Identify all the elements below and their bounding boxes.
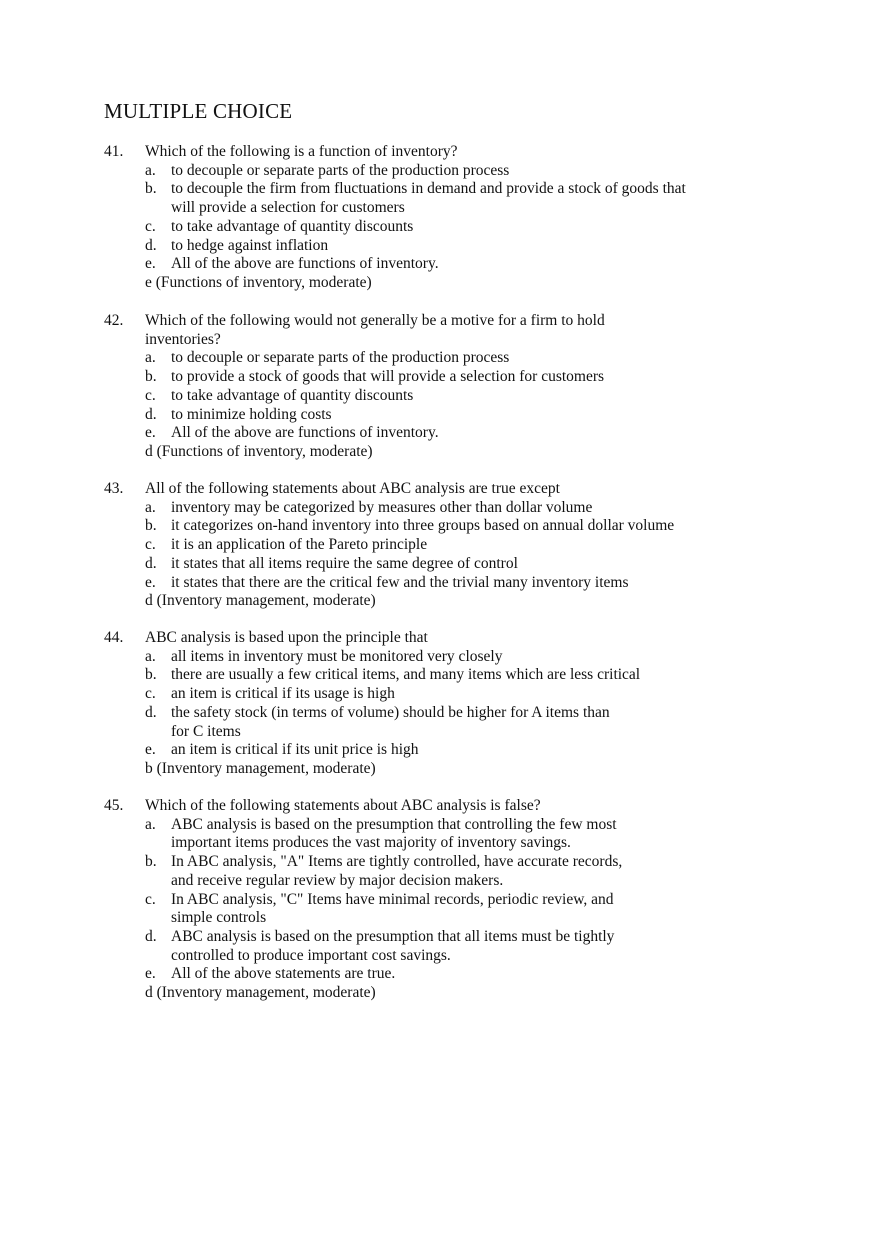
option-letter: b.: [145, 180, 157, 198]
option-list: [104, 648, 704, 760]
option-letter: e.: [145, 255, 156, 273]
option-list: [104, 162, 704, 274]
option-text: to take advantage of quantity discounts: [171, 217, 414, 235]
option-b: [145, 853, 624, 890]
question-number: 42.: [104, 312, 124, 329]
option-text: the safety stock (in terms of volume) should be higher for A items than for C items: [171, 703, 610, 740]
option-b: [145, 517, 704, 536]
option-text: an item is critical if its usage is high: [171, 685, 395, 703]
answer-key: e (Functions of inventory, moderate): [145, 273, 372, 291]
option-letter: e.: [145, 965, 156, 983]
option-text: All of the above statements are true.: [171, 965, 396, 983]
option-text: to decouple or separate parts of the production process: [171, 349, 510, 367]
option-letter: d.: [145, 703, 157, 721]
option-e: [145, 255, 704, 274]
option-letter: a.: [145, 815, 156, 833]
option-text: an item is critical if its unit price is high: [171, 741, 419, 759]
option-letter: b.: [145, 517, 157, 535]
option-c: [145, 387, 704, 406]
option-text: ABC analysis is based on the presumption that all items must be tightly controlled to produce important cost savings.: [171, 927, 615, 964]
option-d: [145, 237, 704, 256]
option-text: to provide a stock of goods that will provide a selection for customers: [171, 368, 605, 386]
question-number: 44.: [104, 629, 124, 646]
answer-key: d (Inventory management, moderate): [145, 592, 376, 610]
question-45: [104, 797, 704, 1003]
option-text: inventory may be categorized by measures other than dollar volume: [171, 498, 593, 516]
option-e: [145, 574, 704, 593]
option-c: [145, 685, 704, 704]
option-letter: a.: [145, 349, 156, 367]
option-text: it states that all items require the same degree of control: [171, 554, 518, 572]
option-a: [145, 349, 704, 368]
option-letter: c.: [145, 217, 156, 235]
question-number: 41.: [104, 143, 124, 160]
option-text: it categorizes on-hand inventory into three groups based on annual dollar volume: [171, 517, 675, 535]
option-text: In ABC analysis, "A" Items are tightly controlled, have accurate records, and receive regular review by major decision makers.: [171, 853, 623, 889]
option-letter: a.: [145, 498, 156, 516]
option-list: [104, 816, 704, 984]
question-41: [104, 143, 704, 293]
option-b: [145, 666, 704, 685]
question-42: [104, 312, 704, 462]
option-a: [145, 816, 624, 853]
question-text: All of the following statements about ABC analysis are true except: [145, 480, 560, 497]
option-letter: e.: [145, 741, 156, 759]
option-text: to minimize holding costs: [171, 405, 332, 423]
answer-key: d (Functions of inventory, moderate): [145, 442, 373, 460]
option-text: to take advantage of quantity discounts: [171, 386, 414, 404]
option-text: In ABC analysis, "C" Items have minimal records, periodic review, and simple controls: [171, 890, 614, 927]
option-c: [145, 218, 704, 237]
question-43: [104, 480, 704, 611]
answer-key: b (Inventory management, moderate): [145, 759, 376, 777]
option-text: all items in inventory must be monitored very closely: [171, 647, 503, 665]
option-d: [145, 555, 704, 574]
question-number: 45.: [104, 797, 124, 814]
option-d: [145, 928, 624, 965]
option-c: [145, 891, 624, 928]
option-a: [145, 162, 704, 181]
option-letter: a.: [145, 647, 156, 665]
option-letter: b.: [145, 368, 157, 386]
option-b: [145, 368, 704, 387]
option-letter: d.: [145, 927, 157, 945]
question-text: Which of the following statements about ABC analysis is false?: [145, 797, 541, 814]
option-letter: b.: [145, 853, 157, 871]
option-text: there are usually a few critical items, and many items which are less critical: [171, 666, 641, 684]
option-c: [145, 536, 704, 555]
option-a: [145, 499, 704, 518]
option-letter: d.: [145, 405, 157, 423]
option-text: to hedge against inflation: [171, 236, 329, 254]
option-text: it states that there are the critical few and the trivial many inventory items: [171, 573, 629, 591]
option-letter: b.: [145, 666, 157, 684]
option-list: [104, 499, 704, 593]
option-text: it is an application of the Pareto principle: [171, 536, 428, 554]
option-letter: c.: [145, 890, 156, 908]
option-e: [145, 741, 704, 760]
question-text: Which of the following is a function of inventory?: [145, 143, 458, 160]
option-letter: e.: [145, 573, 156, 591]
option-text: All of the above are functions of inventory.: [171, 255, 439, 273]
option-e: [145, 424, 704, 443]
option-e: [145, 965, 624, 984]
option-text: to decouple or separate parts of the production process: [171, 161, 510, 179]
option-d: [145, 406, 704, 425]
question-text: ABC analysis is based upon the principle that: [145, 629, 428, 646]
option-b: [145, 180, 704, 217]
option-list: [104, 349, 704, 443]
option-letter: d.: [145, 554, 157, 572]
option-d: [145, 704, 704, 741]
option-text: All of the above are functions of inventory.: [171, 424, 439, 442]
option-letter: c.: [145, 386, 156, 404]
question-number: 43.: [104, 480, 124, 497]
option-text: to decouple the firm from fluctuations in demand and provide a stock of goods that will provide a selection for customers: [171, 180, 686, 217]
option-letter: e.: [145, 424, 156, 442]
option-text: ABC analysis is based on the presumption that controlling the few most important items produces the vast majority of inventory savings.: [171, 815, 617, 852]
question-text: Which of the following would not generally be a motive for a firm to hold inventories?: [145, 312, 605, 348]
answer-key: d (Inventory management, moderate): [145, 984, 376, 1002]
option-letter: c.: [145, 536, 156, 554]
option-letter: c.: [145, 685, 156, 703]
option-a: [145, 648, 704, 667]
option-letter: d.: [145, 236, 157, 254]
question-44: [104, 629, 704, 779]
option-letter: a.: [145, 161, 156, 179]
section-title: MULTIPLE CHOICE: [104, 99, 293, 123]
